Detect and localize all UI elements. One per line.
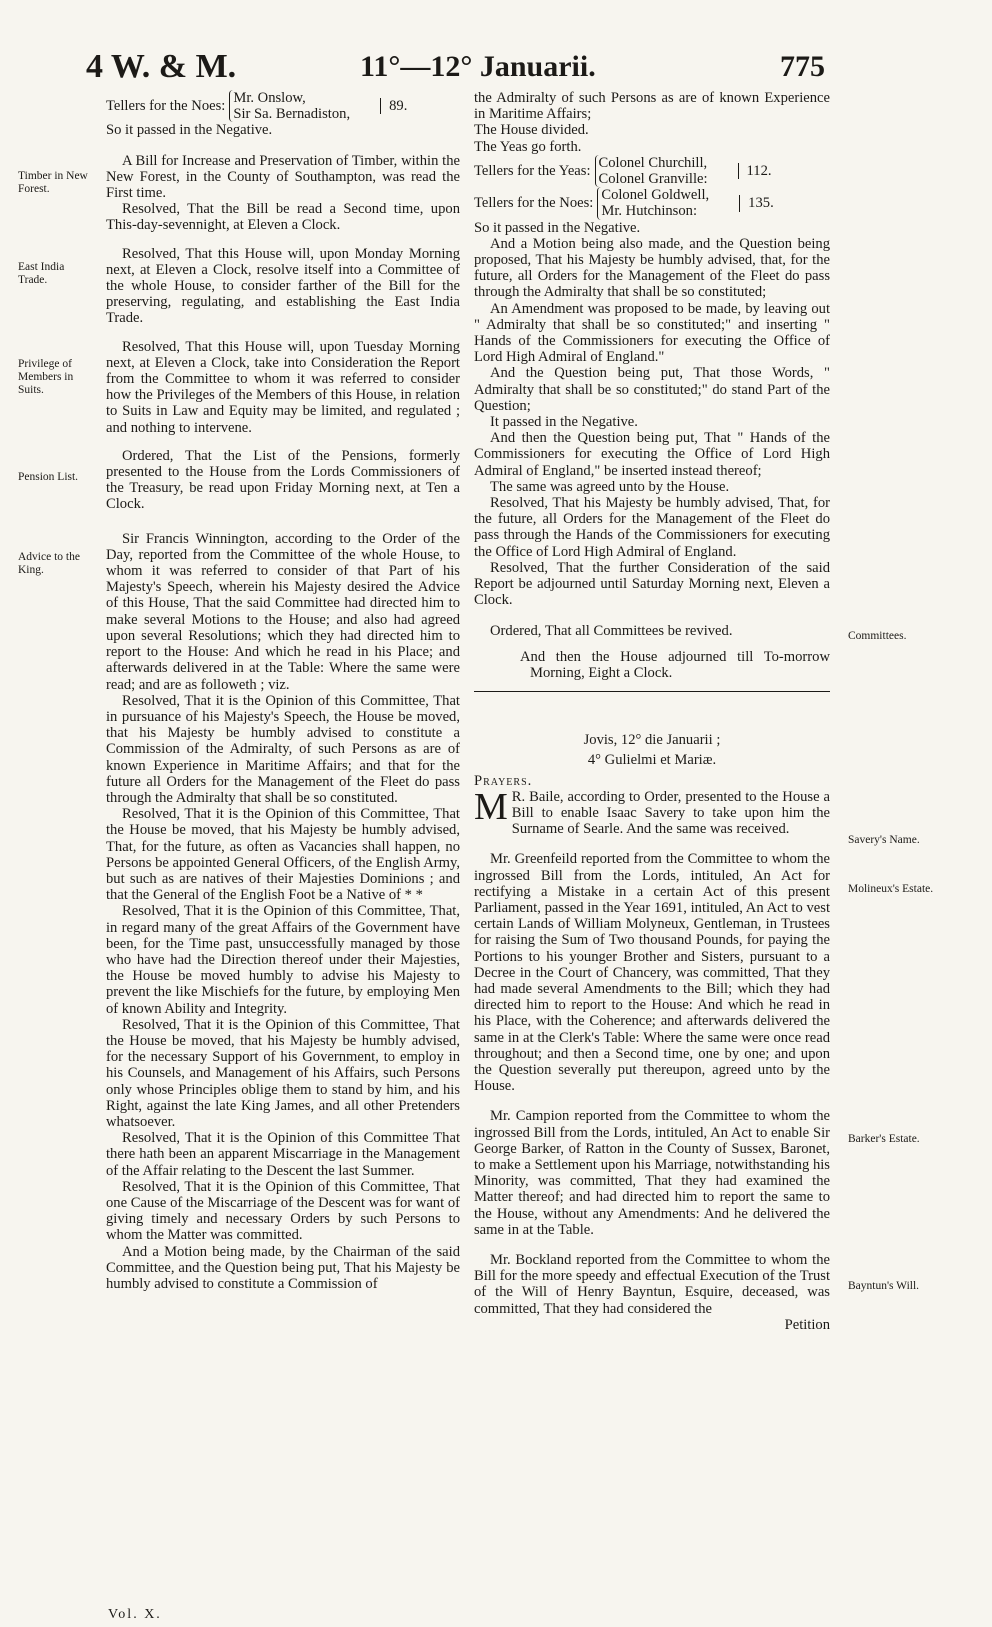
paragraph: Ordered, That the List of the Pensions, formerly presented to the House from the Lords Commissioners of the Treasury, be read upon Friday Morning next, at Ten a Clock. <box>106 447 460 513</box>
paragraph: Resolved, That the Bill be read a Second time, upon This-day-sevennight, at Eleven a Clock. <box>106 201 460 234</box>
running-head-regnal-year: 4 W. & M. <box>86 48 237 85</box>
margin-note-savery: Savery's Name. <box>848 834 920 846</box>
paragraph: Resolved, That it is the Opinion of this Committee, That the House be moved, that his Majesty be humbly advised, That, for the future, as often as Vacancies shall happen, no Persons be appointed General Officers, of the English Army, but such as are natives of their Majesties Dominions ; and that the General of the English Foot be a Native of * * <box>106 806 460 904</box>
catchword: Petition <box>784 1316 830 1333</box>
volume-signature: Vol. X. <box>108 1607 162 1622</box>
paragraph: Mr. Greenfeild reported from the Committee to whom the ingrossed Bill from the Lords, intituled, An Act for rectifying a Mistake in a certain Act of this present Parliament, passed in the Year 1691, intituled, An Act to vest certain Lands of William Molyneux, Gentleman, in Trustees for raising the Sum of Two thousand Pounds, for paying the Portions to his younger Brother and Sisters, pursuant to a Decree in the Court of Chancery, was committed, That they had made several Amendments to the Bill; which they had directed him to report to the House: And which he read in his Place, with the Coherence; and afterwards delivered the same in at the Clerk's Table: Where the same were once read throughout; and then a Second time, one by one; and upon the Question severally put thereupon, agreed unto by the House. <box>474 851 830 1095</box>
teller-name: Colonel Granville: <box>598 171 708 188</box>
tellers-names <box>229 90 350 122</box>
paragraph: Sir Francis Winnington, according to the Order of the Day, reported from the Committee of the whole House, to whom it was referred to consider of that Part of his Majesty's Speech, wherein his Majesty desired the Advice of this House, That the said Committee had directed him to make several Motions to the House; and also had agreed upon several Resolutions; which they had directed him to report to the House: And which he read in his Place; and afterwards delivered in at the Table: Where the same were read; and are as followeth ; viz. <box>106 530 460 693</box>
margin-note-advice: Advice to the King. <box>18 551 80 576</box>
margin-note-baynton: Bayntun's Will. <box>848 1280 920 1292</box>
teller-name: Colonel Goldwell, <box>601 187 710 204</box>
regnal-year-line: 4° Gulielmi et Mariæ. <box>587 752 717 769</box>
paragraph: Resolved, That the further Consideration of the said Report be adjourned until Saturday Morning next, Eleven a Clock. <box>474 559 830 609</box>
paragraph: The Yeas go forth. <box>474 138 582 155</box>
running-head-date: 11°—12° Januarii. <box>360 50 596 83</box>
paragraph: And a Motion being made, by the Chairman of the said Committee, and the Question being put, That his Majesty be humbly advised to constitute a Commission of <box>106 1243 460 1293</box>
paragraph: The House divided. <box>474 122 589 139</box>
left-column <box>106 90 460 1292</box>
paragraph: Resolved, That this House will, upon Monday Morning next, at Eleven a Clock, resolve itself into a Committee of the whole House, to consider farther of the Bill for the preserving, regulating, and establishing the East India Trade. <box>106 245 460 327</box>
paragraph: It passed in the Negative. <box>490 414 638 431</box>
sitting-date: Jovis, 12° die Januarii ; <box>583 732 721 749</box>
paragraph: Mr. Campion reported from the Committee to whom the ingrossed Bill from the Lords, intituled, An Act to enable Sir George Barker, of Ratton in the County of Sussex, Baronet, to make a Settlement upon his Marriage, notwithstanding his Minority, was committed, That they had examined the Matter thereof; and had directed him to report the same to the House, without any Amendments: And he delivered the same in at the Table. <box>474 1108 830 1238</box>
paragraph: Resolved, That this House will, upon Tuesday Morning next, at Eleven a Clock, take into Consideration the Report from the Committee to whom it was referred to consider how the Privileges of the Members of this House, in relation to Suits in Law and Equity may be limited, and regulated ; and nothing to intervene. <box>106 338 460 436</box>
paragraph: Resolved, That his Majesty be humbly advised, That, for the future, all Orders for the Management of the Fleet do pass through the Hands of the Commissioners for executing the Office of Lord High Admiral of England. <box>474 495 830 560</box>
paragraph: And the Question being put, That those Words, " Admiralty that shall be so constituted;" do stand Part of the Question; <box>474 365 830 414</box>
paragraph: An Amendment was proposed to be made, by leaving out " Admiralty that shall be so constituted;" and inserting " Hands of the Commissioners for executing the Office of Lord High Admiral of England." <box>474 300 830 366</box>
tellers-label: Tellers for the Noes: <box>474 195 594 212</box>
tellers-count: 89. <box>380 98 407 114</box>
paragraph: the Admiralty of such Persons as are of known Experience in Maritime Affairs; <box>474 90 830 123</box>
teller-name: Sir Sa. Bernadiston, <box>233 106 351 123</box>
drop-cap: M <box>474 785 508 828</box>
teller-name: Mr. Hutchinson: <box>601 203 698 220</box>
margin-note-privilege: Privilege of Members in Suits. <box>18 358 74 396</box>
teller-name: Colonel Churchill, <box>598 154 708 171</box>
section-divider <box>474 691 830 692</box>
paragraph: A Bill for Increase and Preservation of Timber, within the New Forest, in the County of Southampton, was read the First time. <box>106 152 460 202</box>
prayers-heading: Prayers. <box>474 772 533 789</box>
margin-note-barker: Barker's Estate. <box>848 1133 920 1145</box>
tellers-noes-block <box>474 187 830 219</box>
paragraph: Resolved, That it is the Opinion of this Committee, That, in regard many of the great Affairs of the Government have been, for the Time past, unsuccessfully managed by those who have had the Direction thereof under their Majesties, the House be moved humbly to advise his Majesty to prevent the like Mischiefs for the future, by employing Men of known Ability and Integrity. <box>106 903 460 1017</box>
paragraph: Mr. Bockland reported from the Committee to whom the Bill for the more speedy and effectual Execution of the Trust of the Will of Henry Bayntun, Esquire, deceased, was committed, That they had considered the <box>474 1252 830 1317</box>
paragraph: Resolved, That it is the Opinion of this Committee That there hath been an apparent Miscarriage in the Management of the Affair relating to the Descent the last Summer. <box>106 1130 460 1179</box>
margin-note-timber: Timber in New Forest. <box>18 170 88 195</box>
paragraph: So it passed in the Negative. <box>474 219 641 236</box>
paragraph: Resolved, That it is the Opinion of this Committee, That one Cause of the Miscarriage of the Descent was for want of giving timely and necessary Orders by such Persons to whom the Matter was committed. <box>106 1178 460 1244</box>
paragraph-text: R. Baile, according to Order, presented to the House a Bill to enable Isaac Savery to take upon him the Surname of Searle. And the same was received. <box>511 788 830 838</box>
paragraph: Ordered, That all Committees be revived. <box>490 622 733 639</box>
tellers-label: Tellers for the Noes: <box>106 98 226 115</box>
paragraph: Resolved, That it is the Opinion of this Committee, That in pursuance of his Majesty's Speech, the House be moved, that his Majesty be humbly advised to constitute a Commission of the Admiralty, of such Persons as are of known Experience in Maritime Affairs; and that for the future all Orders for the Management of the Fleet do pass through the Admiralty that shall be so constituted. <box>106 692 460 806</box>
paragraph: And then the Question being put, That " Hands of the Commissioners for executing the Office of Lord High Admiral of England," be inserted instead thereof; <box>474 430 830 479</box>
page-number: 775 <box>780 50 825 83</box>
paragraph: And a Motion being also made, and the Question being proposed, That his Majesty be humbly advised, that, for the future, all Orders for the Management of the Fleet do pass through the Admiralty that shall be so constituted; <box>474 235 830 301</box>
right-column <box>474 90 830 1333</box>
margin-note-molineux: Molineux's Estate. <box>848 883 934 895</box>
adjournment-notice: And then the House adjourned till To-morrow Morning, Eight a Clock. <box>520 648 830 681</box>
teller-name: Mr. Onslow, <box>233 90 306 106</box>
tellers-yeas-block <box>474 155 830 187</box>
tellers-names <box>595 155 708 187</box>
tellers-count: 112. <box>738 163 772 179</box>
margin-note-pension: Pension List. <box>18 471 79 483</box>
margin-note-committees: Committees. <box>848 630 907 642</box>
tellers-names <box>597 187 709 219</box>
paragraph: So it passed in the Negative. <box>106 122 273 139</box>
paragraph: Resolved, That it is the Opinion of this Committee, That the House be moved, that his Majesty be humbly advised, for the necessary Support of his Government, to employ in his Counsels, and Management of his Affairs, such Persons only whose Principles oblige them to stand by him, and his Right, against the late King James, and all other Pretenders whatsoever. <box>106 1016 460 1130</box>
paragraph <box>474 785 830 838</box>
paragraph: The same was agreed unto by the House. <box>490 478 730 495</box>
margin-note-east-india: East India Trade. <box>18 261 65 286</box>
tellers-label: Tellers for the Yeas: <box>474 162 591 179</box>
tellers-noes-block <box>106 90 460 122</box>
tellers-count: 135. <box>739 195 774 211</box>
